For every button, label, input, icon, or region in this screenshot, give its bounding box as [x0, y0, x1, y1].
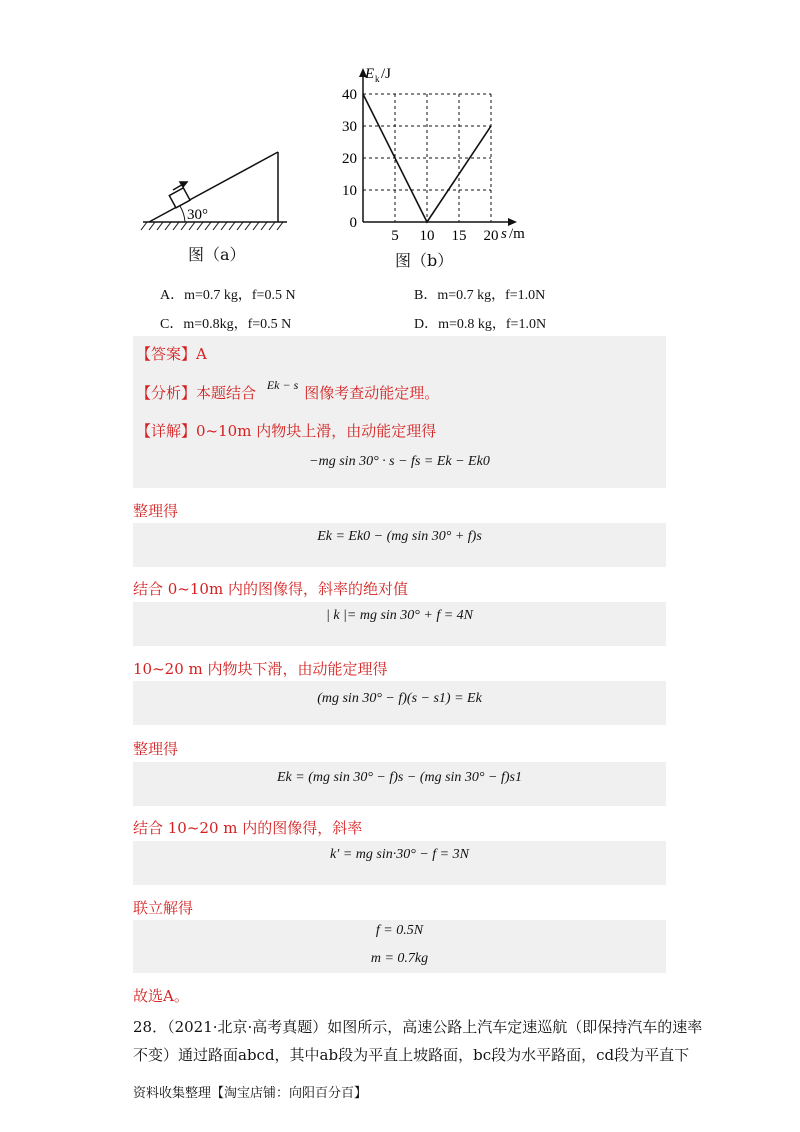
- ek-s-chart: [335, 58, 535, 243]
- step2-text: 整理得: [133, 502, 179, 520]
- x-axis-label: s: [501, 226, 507, 242]
- block: [169, 188, 190, 208]
- detail-text: 0~10m 内物块上滑，由动能定理得: [196, 422, 437, 440]
- answer-value: A: [196, 345, 207, 363]
- analysis-text-before: 本题结合: [196, 384, 257, 402]
- equation-2: Ek = Ek0 − (mg sin 30° + f)s: [317, 529, 482, 544]
- question-28-line2: 不变）通过路面abcd，其中ab段为平直上坡路面，bc段为水平路面，cd段为平直下: [133, 1046, 690, 1064]
- analysis-label: 【分析】: [136, 384, 197, 402]
- angle-arc: [180, 206, 185, 222]
- solution-band-1: [133, 336, 666, 488]
- equation-7b: m = 0.7kg: [370, 951, 429, 966]
- solution-band-6: [133, 841, 666, 885]
- y-tick-label: 0: [349, 215, 357, 231]
- solution-band-7: [133, 920, 666, 973]
- step3-text: 结合 0~10m 内的图像得，斜率的绝对值: [133, 580, 408, 598]
- step4-text: 10~20 m 内物块下滑，由动能定理得: [133, 660, 388, 678]
- equation-3: | k |= mg sin 30° + f = 4N: [325, 608, 474, 623]
- option-b[interactable]: B．m=0.7 kg，f=1.0N: [414, 288, 546, 303]
- incline-surface: [149, 152, 278, 222]
- figure-b: [335, 58, 535, 273]
- option-a[interactable]: A．m=0.7 kg，f=0.5 N: [160, 288, 296, 303]
- option-d[interactable]: D．m=0.8 kg，f=1.0N: [414, 317, 547, 332]
- y-tick-label: 30: [342, 119, 357, 135]
- x-tick-label: 10: [419, 228, 435, 243]
- y-tick-label: 10: [342, 183, 357, 199]
- solution-band-3: [133, 602, 666, 646]
- solution-band-5: [133, 762, 666, 806]
- y-tick-label: 40: [342, 87, 357, 103]
- y-tick-label: 20: [342, 151, 357, 167]
- ground-hatching: [141, 222, 283, 230]
- question-28-line1: 28．（2021·北京·高考真题）如图所示，高速公路上汽车定速巡航（即保持汽车的速率: [133, 1018, 703, 1036]
- equation-5: Ek = (mg sin 30° − f)s − (mg sin 30° − f)s1: [277, 770, 522, 785]
- detail-label: 【详解】: [136, 422, 197, 440]
- analysis-formula: Ek − s: [266, 378, 299, 392]
- x-tick-label: 5: [391, 228, 399, 243]
- incline-diagram: [135, 140, 295, 235]
- y-axis-sub: k: [375, 74, 380, 84]
- analysis-text-after: 图像考查动能定理。: [304, 384, 440, 402]
- detail-line: [136, 420, 436, 441]
- analysis-line: [136, 378, 440, 403]
- solution-band-2: [133, 523, 666, 567]
- conclusion: 故选A。: [133, 987, 189, 1005]
- equation-6: k′ = mg sin·30° − f = 3N: [330, 847, 469, 862]
- step5-text: 整理得: [133, 740, 179, 758]
- solution-band-4: [133, 681, 666, 725]
- step7-text: 联立解得: [133, 899, 194, 917]
- answer-line: [136, 343, 207, 364]
- option-c[interactable]: C．m=0.8kg，f=0.5 N: [160, 317, 292, 332]
- step6-text: 结合 10~20 m 内的图像得，斜率: [133, 819, 363, 837]
- footer-note: 资料收集整理【淘宝店铺：向阳百分百】: [133, 1086, 368, 1101]
- equation-1: −mg sin 30° · s − fs = Ek − Ek0: [309, 454, 490, 469]
- x-tick-label: 15: [451, 228, 467, 243]
- answer-label: 【答案】: [136, 345, 197, 363]
- angle-label: 30°: [187, 207, 208, 223]
- x-axis-unit: /m: [509, 226, 525, 242]
- figure-a: [135, 140, 295, 270]
- x-axis-arrow: [508, 218, 517, 226]
- equation-7a: f = 0.5N: [375, 923, 424, 938]
- figure-b-caption: 图（b）: [395, 251, 454, 270]
- velocity-arrow: [173, 182, 187, 190]
- y-axis-label: E: [365, 66, 375, 82]
- figure-a-caption: 图（a）: [188, 245, 246, 264]
- y-axis-unit: /J: [381, 66, 392, 82]
- equation-4: (mg sin 30° − f)(s − s1) = Ek: [317, 691, 482, 706]
- x-tick-label: 20: [483, 228, 499, 243]
